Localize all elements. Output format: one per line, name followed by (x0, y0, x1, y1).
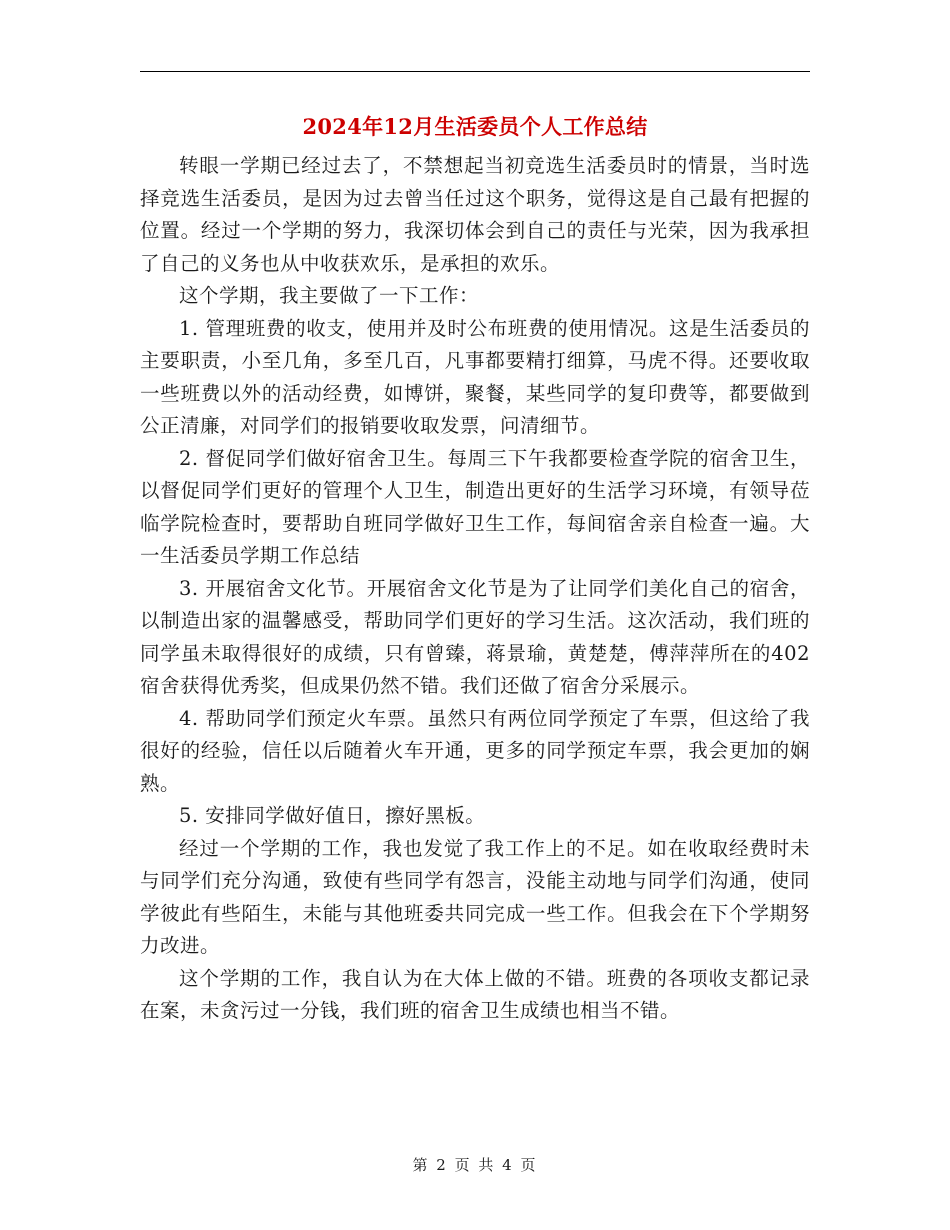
paragraph-item-1: 1. 管理班费的收支，使用并及时公布班费的使用情况。这是生活委员的主要职责，小至几角，多至几百，凡事都要精打细算，马虎不得。还要收取一些班费以外的活动经费，如博饼，聚餐，某些同学的复印费等，都要做到公正清廉，对同学们的报销要收取发票，问清细节。 (140, 316, 810, 437)
document-body (140, 150, 810, 1028)
page-number-footer: 第 2 页 共 4 页 (412, 1156, 538, 1174)
paragraph-work-lead: 这个学期，我主要做了一下工作： (179, 284, 480, 307)
paragraph-intro: 转眼一学期已经过去了，不禁想起当初竞选生活委员时的情景，当时选择竞选生活委员，是因为过去曾当任过这个职务，觉得这是自己最有把握的位置。经过一个学期的努力，我深切体会到自己的责任与光荣，因为我承担了自己的义务也从中收获欢乐，是承担的欢乐。 (140, 154, 810, 275)
paragraph-item-2: 2. 督促同学们做好宿舍卫生。每周三下午我都要检查学院的宿舍卫生，以督促同学们更好的管理个人卫生，制造出更好的生活学习环境，有领导莅临学院检查时，要帮助自班同学做好卫生工作，每间宿舍亲自检查一遍。大一生活委员学期工作总结 (140, 446, 810, 567)
header-rule (140, 71, 810, 72)
paragraph-shortcomings: 经过一个学期的工作，我也发觉了我工作上的不足。如在收取经费时未与同学们充分沟通，致使有些同学有怨言，没能主动地与同学们沟通，使同学彼此有些陌生，未能与其他班委共同完成一些工作。但我会在下个学期努力改进。 (140, 836, 810, 957)
paragraph-conclusion: 这个学期的工作，我自认为在大体上做的不错。班费的各项收支都记录在案，未贪污过一分钱，我们班的宿舍卫生成绩也相当不错。 (140, 966, 810, 1022)
paragraph-item-3: 3. 开展宿舍文化节。开展宿舍文化节是为了让同学们美化自己的宿舍，以制造出家的温馨感受，帮助同学们更好的学习生活。这次活动，我们班的同学虽未取得很好的成绩，只有曾臻，蒋景瑜，黄楚楚，傅萍萍所在的402宿舍获得优秀奖，但成果仍然不错。我们还做了宿舍分采展示。 (140, 576, 810, 697)
paragraph-item-5: 5. 安排同学做好值日，擦好黑板。 (179, 804, 486, 827)
paragraph-item-4: 4. 帮助同学们预定火车票。虽然只有两位同学预定了车票，但这给了我很好的经验，信任以后随着火车开通，更多的同学预定车票，我会更加的娴熟。 (140, 706, 810, 795)
document-title: 2024年12月生活委员个人工作总结 (302, 114, 648, 139)
